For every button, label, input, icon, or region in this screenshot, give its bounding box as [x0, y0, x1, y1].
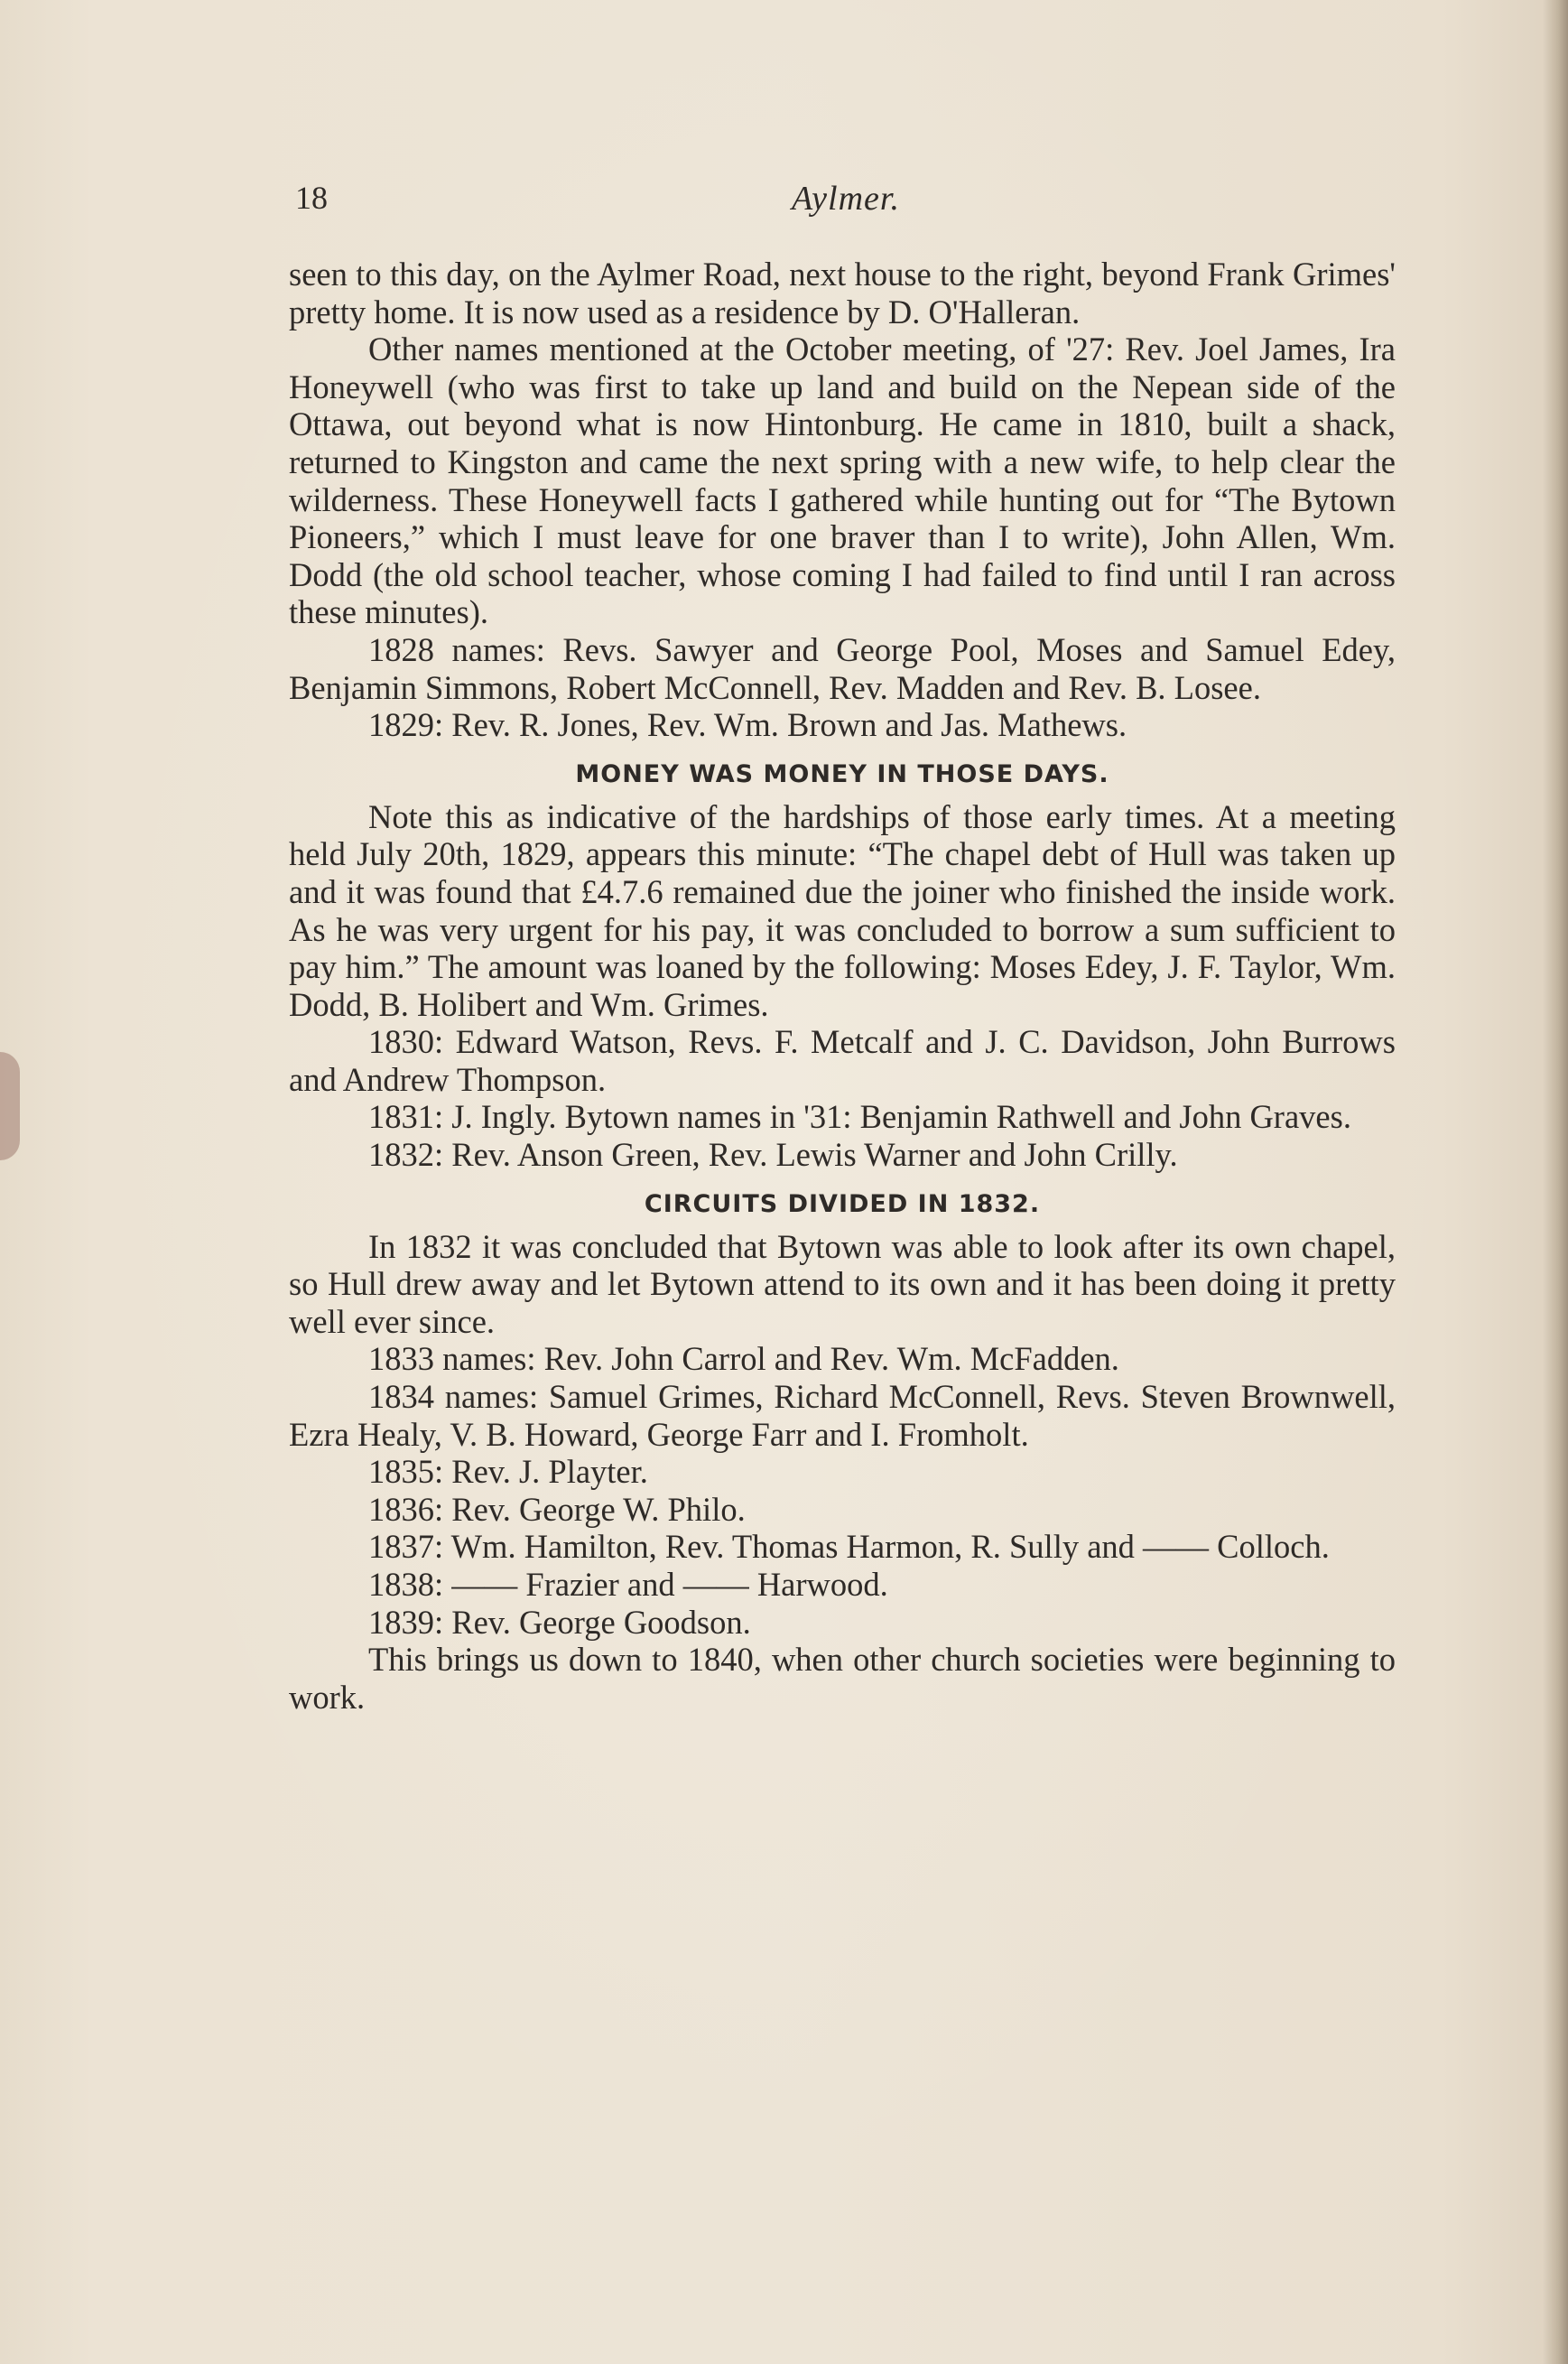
running-title: Aylmer.	[792, 180, 900, 218]
list-item: 1836: Rev. George W. Philo.	[368, 1490, 746, 1528]
page-header	[291, 179, 1401, 233]
paragraph: 1831: J. Ingly. Bytown names in '31: Benjamin Rathwell and John Graves.	[368, 1098, 1351, 1136]
paragraph: Other names mentioned at the October meeting, of '27: Rev. Joel James, Ira Honeywell (who was first to take up land and build on the Nepean side of the Ottawa, out beyond what is now Hintonburg. He came in 1810, built a shack, returned to Kingston and came the next spring with a new wife, to help clear the wilderness. These Honeywell facts I gathered while hunting out for “The Bytown Pioneers,” which I must leave for one braver than I to write), John Allen, Wm. Dodd (the old school teacher, whose coming I had failed to find until I ran across these minutes).	[289, 330, 1396, 631]
list-item: 1835: Rev. J. Playter.	[368, 1453, 648, 1491]
page-stain	[0, 1052, 20, 1160]
paragraph: 1833 names: Rev. John Carrol and Rev. Wm. McFadden.	[368, 1340, 1119, 1378]
page-edge-shadow	[1543, 0, 1568, 2364]
paragraph: In 1832 it was concluded that Bytown was able to look after its own chapel, so Hull drew away and let Bytown attend to its own and it has been doing it pretty well ever since.	[289, 1227, 1396, 1340]
section-heading-circuits: CIRCUITS DIVIDED IN 1832.	[644, 1189, 1041, 1218]
list-item: 1837: Wm. Hamilton, Rev. Thomas Harmon, R. Sully and —— Colloch.	[368, 1528, 1330, 1566]
list-item: 1839: Rev. George Goodson.	[368, 1603, 751, 1641]
paragraph: 1834 names: Samuel Grimes, Richard McConnell, Revs. Steven Brownwell, Ezra Healy, V. B. Howard, George Farr and I. Fromholt.	[289, 1378, 1396, 1453]
paragraph: Note this as indicative of the hardships of those early times. At a meeting held July 20th, 1829, appears this minute: “The chapel debt of Hull was taken up and it was found that £4.7.6 remained due the joiner who finished the inside work. As he was very urgent for his pay, it was concluded to borrow a sum sufficient to pay him.” The amount was loaned by the following: Moses Edey, J. F. Taylor, Wm. Dodd, B. Holibert and Wm. Grimes.	[289, 797, 1396, 1023]
paragraph: 1829: Rev. R. Jones, Rev. Wm. Brown and Jas. Mathews.	[368, 706, 1127, 744]
paragraph: This brings us down to 1840, when other church societies were beginning to work.	[289, 1641, 1396, 1716]
page-number: 18	[295, 180, 328, 216]
year-list	[289, 1453, 1396, 1641]
paragraph: 1828 names: Revs. Sawyer and George Pool, Moses and Samuel Edey, Benjamin Simmons, Robert McConnell, Rev. Madden and Rev. B. Losee.	[289, 630, 1396, 706]
page-body	[289, 256, 1396, 1716]
section-heading-money: MONEY WAS MONEY IN THOSE DAYS.	[575, 759, 1109, 788]
list-item: 1838: —— Frazier and —— Harwood.	[368, 1566, 888, 1603]
paragraph: seen to this day, on the Aylmer Road, next house to the right, beyond Frank Grimes' pretty home. It is now used as a residence by D. O'Halleran.	[289, 256, 1396, 330]
paragraph: 1830: Edward Watson, Revs. F. Metcalf and J. C. Davidson, John Burrows and Andrew Thompson.	[289, 1023, 1396, 1098]
paragraph: 1832: Rev. Anson Green, Rev. Lewis Warner and John Crilly.	[368, 1136, 1178, 1174]
